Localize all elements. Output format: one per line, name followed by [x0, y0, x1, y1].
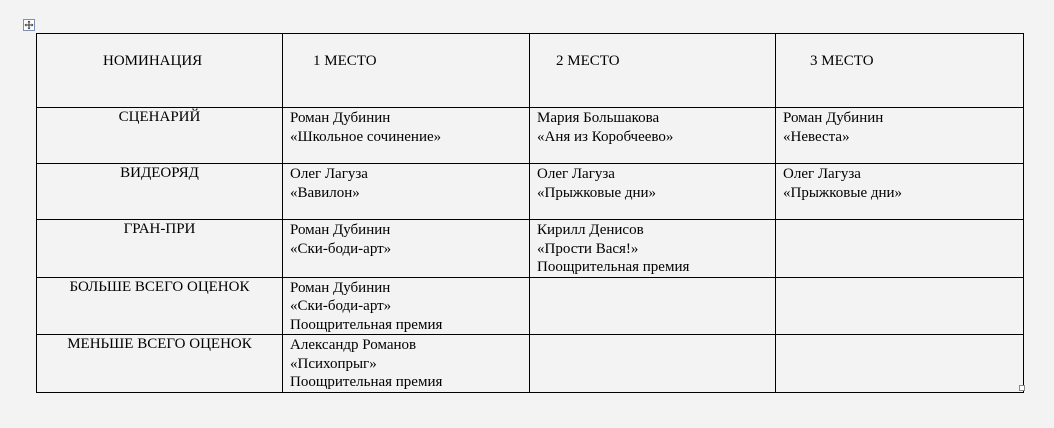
- place-3-cell[interactable]: [776, 277, 1024, 335]
- nomination-label: ВИДЕОРЯД: [120, 165, 199, 181]
- work-title: «Аня из Коробчеево»: [537, 128, 674, 145]
- work-title: «Прыжковые дни»: [537, 184, 657, 201]
- award-note: Поощрительная премия: [290, 316, 443, 333]
- place-1-cell[interactable]: [283, 335, 530, 393]
- author-name: Александр Романов: [290, 337, 417, 353]
- work-title: «Психопрыг»: [290, 355, 377, 372]
- place-1-cell[interactable]: [283, 108, 530, 164]
- work-title: «Прыжковые дни»: [783, 184, 903, 201]
- header-label: НОМИНАЦИЯ: [103, 53, 203, 69]
- nomination-cell[interactable]: [37, 108, 283, 164]
- place-3-cell[interactable]: [776, 108, 1024, 164]
- place-2-cell[interactable]: [530, 335, 776, 393]
- nomination-label: МЕНЬШЕ ВСЕГО ОЦЕНОК: [67, 336, 252, 352]
- work-title: «Ски-боди-арт»: [290, 240, 392, 257]
- place-2-cell[interactable]: [530, 220, 776, 278]
- awards-table: [36, 33, 1024, 393]
- place-3-cell[interactable]: [776, 164, 1024, 220]
- nomination-cell[interactable]: [37, 164, 283, 220]
- header-cell-nomination[interactable]: [37, 34, 283, 108]
- author-name: Олег Лагуза: [537, 166, 615, 182]
- work-title: «Школьное сочинение»: [290, 128, 442, 145]
- author-name: Роман Дубинин: [290, 110, 391, 126]
- nomination-label: БОЛЬШЕ ВСЕГО ОЦЕНОК: [69, 278, 250, 295]
- place-1-cell[interactable]: [283, 220, 530, 278]
- header-cell-place-2[interactable]: [530, 34, 776, 108]
- place-1-cell[interactable]: [283, 277, 530, 335]
- table-row: [37, 164, 1024, 220]
- header-label: 3 МЕСТО: [810, 53, 874, 69]
- table-header-row: [37, 34, 1024, 108]
- work-title: «Ски-боди-арт»: [290, 298, 392, 314]
- place-2-cell[interactable]: [530, 108, 776, 164]
- nomination-cell[interactable]: [37, 277, 283, 335]
- author-name: Роман Дубинин: [783, 110, 884, 126]
- author-name: Мария Большакова: [537, 110, 660, 126]
- author-name: Роман Дубинин: [290, 222, 391, 238]
- header-cell-place-3[interactable]: [776, 34, 1024, 108]
- award-note: Поощрительная премия: [537, 259, 690, 275]
- author-name: Олег Лагуза: [783, 166, 861, 182]
- table-row: [37, 277, 1024, 335]
- nomination-cell[interactable]: [37, 335, 283, 393]
- award-note: Поощрительная премия: [290, 374, 443, 390]
- table-move-handle-icon[interactable]: [23, 19, 35, 31]
- author-name: Кирилл Денисов: [537, 222, 644, 238]
- place-3-cell[interactable]: [776, 335, 1024, 393]
- work-title: «Вавилон»: [290, 184, 360, 201]
- table-resize-handle-icon[interactable]: [1019, 385, 1025, 391]
- place-1-cell[interactable]: [283, 164, 530, 220]
- header-cell-place-1[interactable]: [283, 34, 530, 108]
- author-name: Олег Лагуза: [290, 166, 368, 182]
- author-name: Роман Дубинин: [290, 279, 391, 296]
- place-3-cell[interactable]: [776, 220, 1024, 278]
- table-row: [37, 108, 1024, 164]
- move-arrows-icon: [24, 20, 34, 30]
- nomination-label: СЦЕНАРИЙ: [118, 109, 201, 125]
- table-row: [37, 220, 1024, 278]
- nomination-label: ГРАН-ПРИ: [123, 221, 196, 237]
- table-row: [37, 335, 1024, 393]
- nomination-cell[interactable]: [37, 220, 283, 278]
- place-2-cell[interactable]: [530, 164, 776, 220]
- work-title: «Невеста»: [783, 128, 850, 145]
- work-title: «Прости Вася!»: [537, 240, 639, 257]
- header-label: 2 МЕСТО: [556, 53, 620, 69]
- header-label: 1 МЕСТО: [313, 53, 377, 69]
- place-2-cell[interactable]: [530, 277, 776, 335]
